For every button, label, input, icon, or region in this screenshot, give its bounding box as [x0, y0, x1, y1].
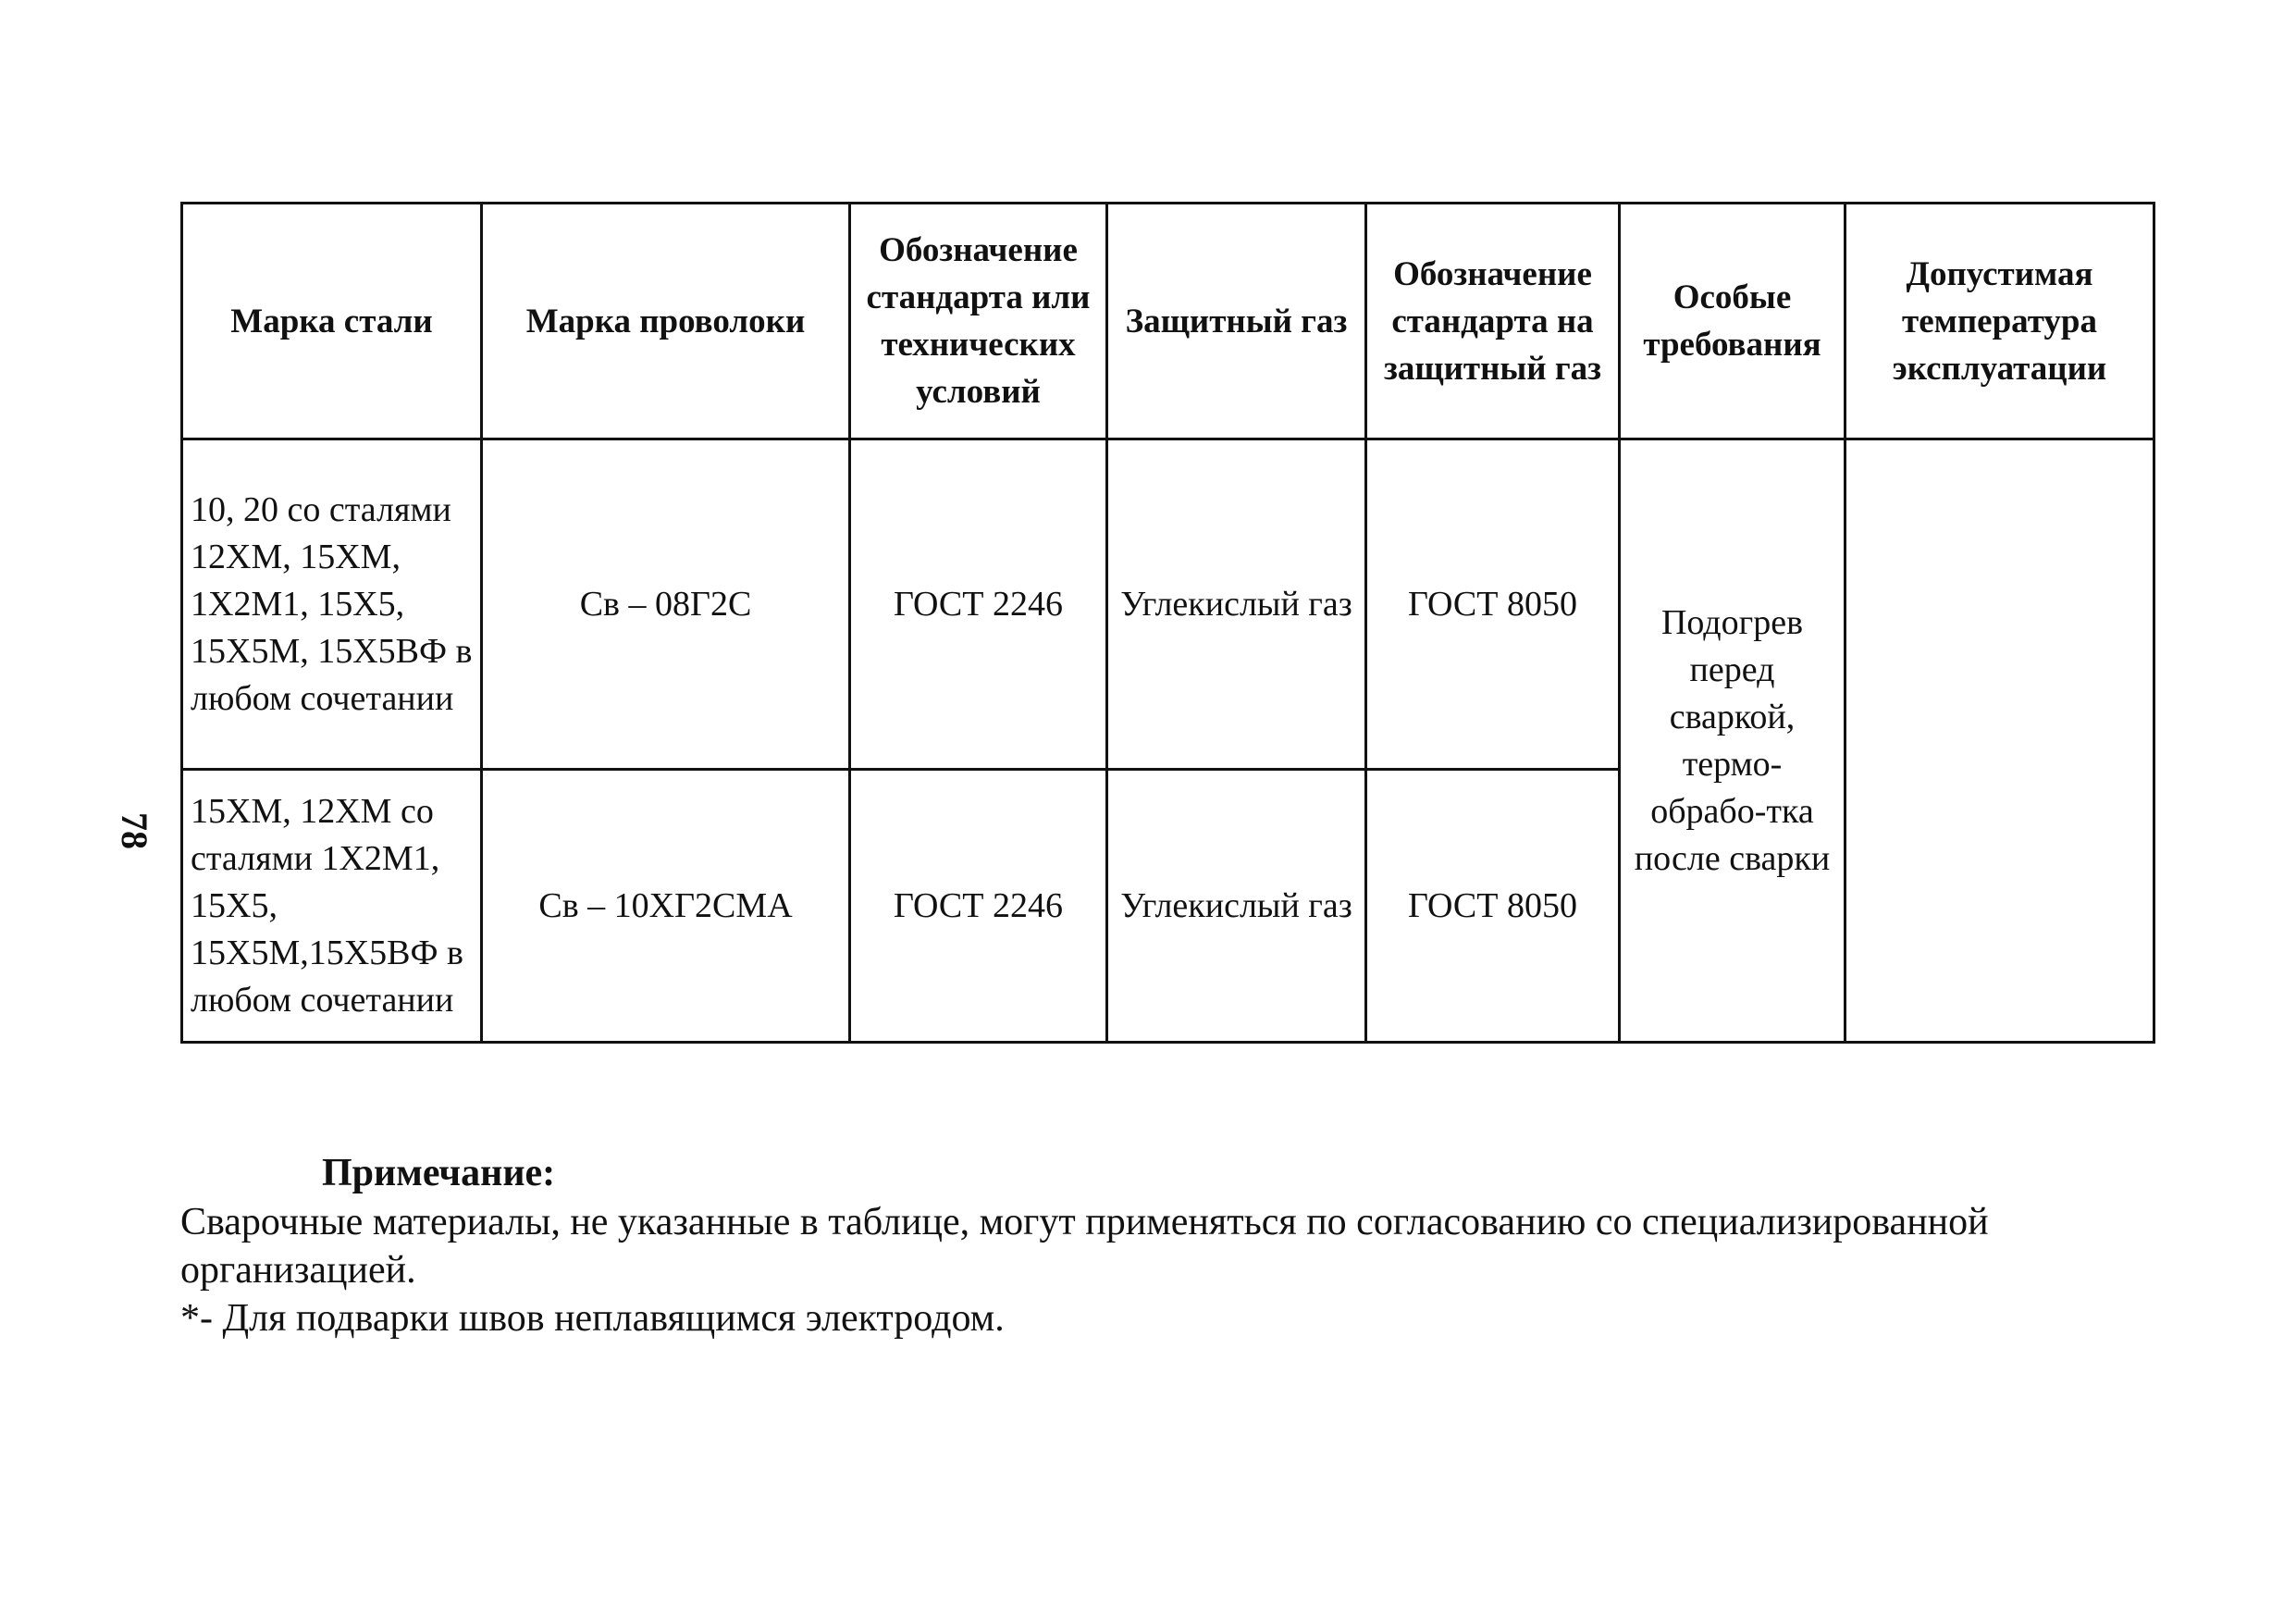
cell-standard: ГОСТ 2246 [850, 439, 1107, 770]
header-shielding-gas: Защитный газ [1107, 204, 1366, 439]
header-steel-grade: Марка стали [182, 204, 482, 439]
header-special-requirements: Особые требования [1620, 204, 1845, 439]
table-header-row [182, 204, 2154, 439]
cell-gas-standard: ГОСТ 8050 [1366, 770, 1620, 1043]
cell-standard: ГОСТ 2246 [850, 770, 1107, 1043]
header-gas-standard: Обозначение стандарта на защитный газ [1366, 204, 1620, 439]
note-title: Примечание: [322, 1152, 556, 1194]
cell-special-requirements: Подогрев перед сваркой, термо-обрабо-тка после сварки [1620, 439, 1845, 1043]
table-row [182, 439, 2154, 770]
cell-steel-grade: 15ХМ, 12ХМ со сталями 1Х2М1, 15Х5, 15Х5М,15Х5ВФ в любом сочетании [182, 770, 482, 1043]
header-standard: Обозначение стандарта или технических условий [850, 204, 1107, 439]
header-operating-temperature: Допустимая температура эксплуатации [1845, 204, 2154, 439]
welding-materials-table [180, 202, 2155, 1044]
cell-gas-standard: ГОСТ 8050 [1366, 439, 1620, 770]
note-footnote: *- Для подварки швов неплавящимся электродом. [180, 1297, 1005, 1340]
cell-wire-grade: Св – 10ХГ2СМА [482, 770, 850, 1043]
cell-operating-temperature [1845, 439, 2154, 1043]
header-wire-grade: Марка проволоки [482, 204, 850, 439]
page-number: 78 [114, 812, 155, 849]
note-body [180, 1198, 2169, 1342]
cell-shielding-gas: Углекислый газ [1107, 439, 1366, 770]
note-line: Сварочные материалы, не указанные в таблице, могут применяться по согласованию со специализированной организацией. [180, 1201, 1989, 1292]
cell-steel-grade: 10, 20 со сталями 12ХМ, 15ХМ, 1Х2М1, 15Х5, 15Х5М, 15Х5ВФ в любом сочетании [182, 439, 482, 770]
cell-shielding-gas: Углекислый газ [1107, 770, 1366, 1043]
cell-wire-grade: Св – 08Г2С [482, 439, 850, 770]
